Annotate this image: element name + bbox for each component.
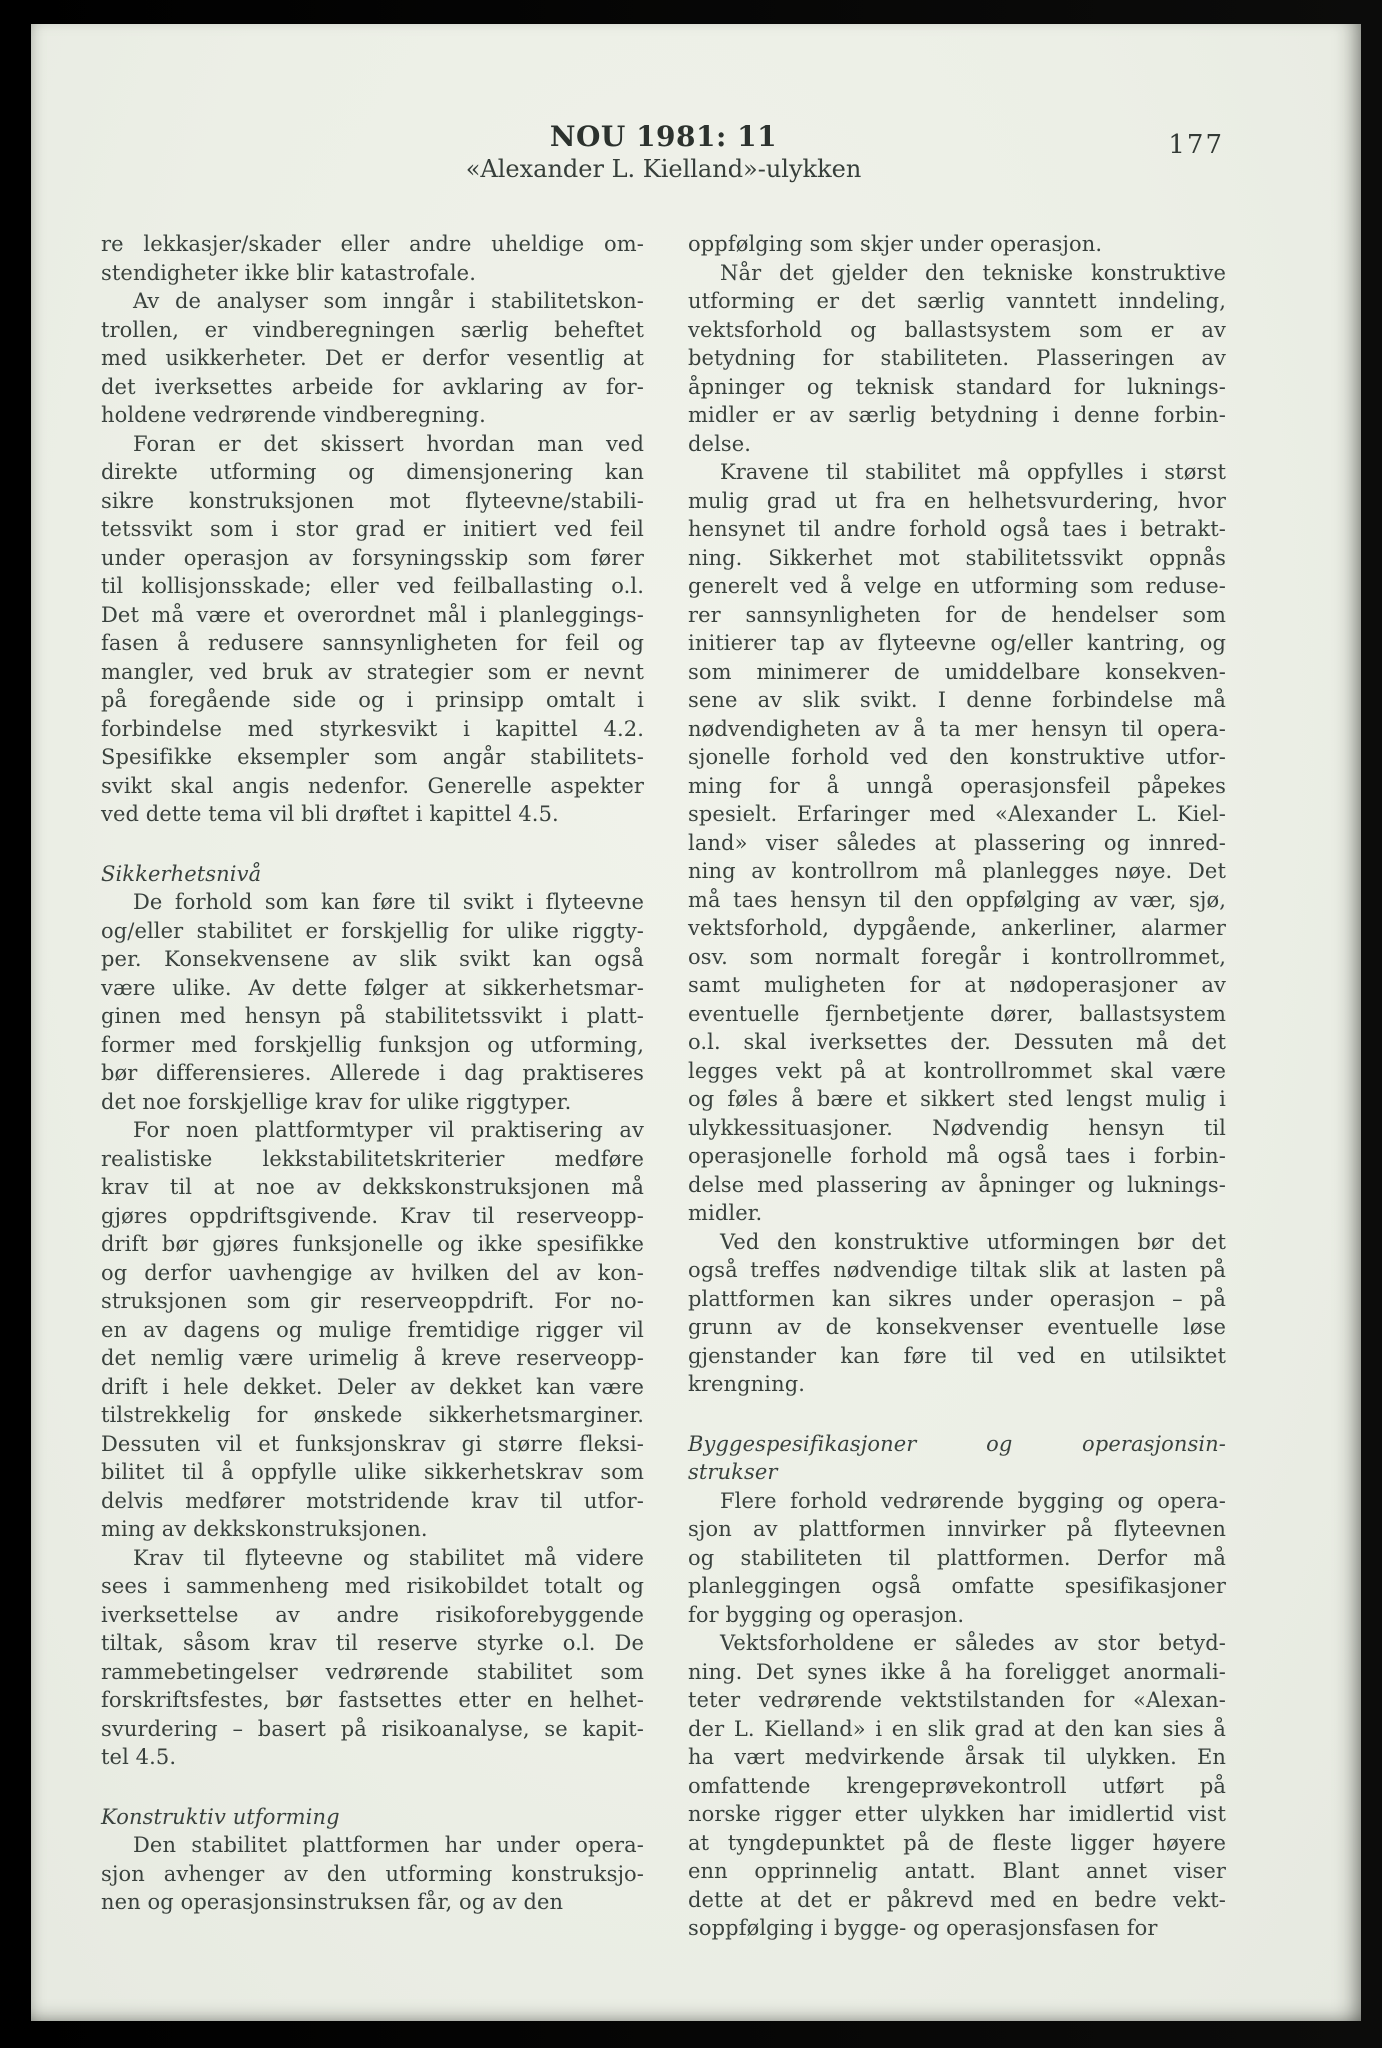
text-line: til kollisjonsskade; eller ved feilballasting o.l.: [101, 574, 644, 598]
section-heading: [101, 860, 644, 889]
text-line: sjon avhenger av den utforming konstruksjo-: [101, 1861, 644, 1886]
text-line: initierer tap av flyteevne og/eller kantring, og: [688, 631, 1226, 655]
text-line: nen og operasjonsinstruksen får, og av den: [101, 1890, 564, 1914]
text-line: ha vært medvirkende årsak til ulykken. En: [688, 1745, 1226, 1769]
right-column: [688, 230, 1226, 1943]
text-line: sjonelle forhold ved den konstruktive utfor-: [688, 745, 1226, 769]
paragraph: [101, 430, 644, 829]
page-header: [101, 122, 1226, 184]
text-line: mulig grad ut fra en helhetsvurdering, hvor: [688, 488, 1226, 513]
text-line: Det må være et overordnet mål i planleggings-: [101, 602, 644, 627]
text-line: re lekkasjer/skader eller andre uheldige om-: [101, 232, 644, 256]
text-line: fasen å redusere sannsynligheten for feil og: [101, 631, 644, 655]
text-line: tilstrekkelig for ønskede sikkerhetsmarginer.: [101, 1403, 644, 1427]
text-line: direkte utforming og dimensjonering kan: [101, 460, 644, 484]
text-line: Når det gjelder den tekniske konstruktive: [720, 260, 1226, 285]
text-line: svikt skal angis nedenfor. Generelle aspekter: [101, 773, 644, 798]
text-line: det iverksettes arbeide for avklaring av for-: [101, 374, 644, 399]
text-line: planleggingen også omfatte spesifikasjoner: [688, 1574, 1226, 1598]
text-line: sees i sammenheng med risikobildet totalt og: [101, 1574, 644, 1598]
paragraph: [688, 230, 1226, 259]
text-line: sjon av plattformen innvirker på flyteevnen: [688, 1517, 1226, 1541]
text-line: omfattende krengeprøvekontroll utført på: [688, 1773, 1226, 1798]
text-line: legges vekt på at kontrollrommet skal være: [688, 1058, 1226, 1083]
text-line: ning. Sikkerhet mot stabilitetssvikt oppnås: [688, 545, 1226, 570]
report-title: «Alexander L. Kielland»-ulykken: [465, 155, 862, 183]
text-line: der L. Kielland» i en slik grad at den kan sies å: [688, 1716, 1226, 1741]
text-line: struksjonen som gir reserveoppdrift. For no-: [101, 1289, 644, 1313]
paragraph: [101, 1544, 644, 1772]
text-line: De forhold som kan føre til svikt i flyteevne: [133, 890, 644, 914]
text-line: midler.: [688, 1201, 763, 1225]
text-line: land» viser således at plassering og innred-: [688, 830, 1226, 855]
text-line: og derfor uavhengige av hvilken del av kon-: [101, 1260, 644, 1285]
text-line: osv. som normalt foregår i kontrollrommet,: [688, 944, 1226, 969]
text-line: Ved den konstruktive utformingen bør det: [720, 1229, 1226, 1254]
text-line: ulykkessituasjoner. Nødvendig hensyn til: [688, 1115, 1226, 1140]
text-line: for bygging og operasjon.: [688, 1602, 965, 1627]
text-line: sikre konstruksjonen mot flyteevne/stabili-: [101, 488, 644, 513]
text-line: per. Konsekvensene av slik svikt kan også: [101, 947, 644, 971]
text-line: ning av kontrollrom må planlegges nøye. Det: [688, 859, 1226, 883]
text-line: og føles å bære et sikkert sted lengst mulig i: [688, 1087, 1226, 1111]
text-line: Vektsforholdene er således av stor betyd-: [720, 1631, 1226, 1655]
paragraph: [688, 1487, 1226, 1630]
text-line: norske rigger etter ulykken har imidlertid vist: [688, 1802, 1226, 1826]
text-line: ming for å unngå operasjonsfeil påpekes: [688, 773, 1226, 798]
text-line: stendigheter ikke blir katastrofale.: [101, 260, 476, 285]
text-line: utforming er det særlig vanntett inndeling,: [688, 289, 1226, 313]
text-line: tetssvikt som i stor grad er initiert ved feil: [101, 517, 644, 541]
text-line: også treffes nødvendige tiltak slik at lasten på: [688, 1258, 1226, 1282]
text-line: gjenstander kan føre til ved en utilsiktet: [688, 1343, 1226, 1368]
text-line: dette at det er påkrevd med en bedre vekt-: [688, 1887, 1226, 1912]
text-line: teter vedrørende vektstilstanden for «Alexan-: [688, 1688, 1226, 1712]
text-line: delse.: [688, 431, 752, 456]
text-line: Flere forhold vedrørende bygging og opera-: [720, 1488, 1226, 1513]
text-line: det nemlig være urimelig å kreve reserveopp-: [101, 1346, 644, 1370]
paragraph: [688, 259, 1226, 459]
text-line: generelt ved å velge en utforming som reduse-: [688, 574, 1226, 598]
text-line: tiltak, såsom krav til reserve styrke o.l. De: [101, 1631, 644, 1655]
text-line: drift bør gjøres funksjonelle og ikke spesifikke: [101, 1232, 644, 1256]
text-line: på foregående side og i prinsipp omtalt i: [101, 688, 644, 712]
paragraph: [688, 1228, 1226, 1399]
text-line: tel 4.5.: [101, 1745, 177, 1769]
text-line: Krav til flyteevne og stabilitet må videre: [133, 1545, 644, 1570]
text-line: rer sannsynligheten for de hendelser som: [688, 602, 1226, 627]
text-line: midler er av særlig betydning i denne forbin-: [688, 403, 1226, 427]
text-line: Den stabilitet plattformen har under opera-: [133, 1833, 644, 1857]
text-line: rammebetingelser vedrørende stabilitet som: [101, 1659, 644, 1684]
paragraph: [101, 1831, 644, 1917]
text-line: sene av slik svikt. I denne forbindelse må: [688, 688, 1226, 712]
text-line: ved dette tema vil bli drøftet i kapittel 4.5.: [101, 802, 559, 826]
text-line: o.l. skal iverksettes der. Dessuten må det: [688, 1030, 1226, 1054]
text-line: være ulike. Av dette følger at sikkerhetsmar-: [101, 975, 644, 1000]
text-line: iverksettelse av andre risikoforebyggende: [101, 1602, 644, 1627]
text-line: forskriftsfestes, bør fastsettes etter en helhet-: [101, 1688, 644, 1712]
text-line: delse med plassering av åpninger og luknings-: [688, 1172, 1226, 1197]
text-line: trollen, er vindberegningen særlig beheftet: [101, 317, 644, 342]
text-line: ginen med hensyn på stabilitetssvikt i platt-: [101, 1004, 644, 1028]
text-line: delvis medfører motstridende krav til utfor-: [101, 1488, 644, 1513]
text-line: drift i hele dekket. Deler av dekket kan være: [101, 1374, 644, 1399]
text-line: nødvendigheten av å ta mer hensyn til opera-: [688, 716, 1226, 741]
heading-line: Konstruktiv utforming: [101, 1804, 340, 1829]
page-number: 177: [1168, 130, 1224, 160]
heading-line: Byggespesifikasjoner og operasjonsin-: [688, 1431, 1226, 1456]
text-line: grunn av de konsekvenser eventuelle løse: [688, 1315, 1226, 1339]
paragraph: [101, 888, 644, 1116]
text-line: som minimerer de umiddelbare konsekven-: [688, 659, 1226, 684]
text-line: Spesifikke eksempler som angår stabilitets-: [101, 745, 644, 769]
text-line: hensynet til andre forhold også taes i betrakt-: [688, 517, 1226, 541]
text-line: eventuelle fjernbetjente dører, ballastsystem: [688, 1001, 1226, 1026]
text-line: bør differensieres. Allerede i dag praktiseres: [101, 1061, 644, 1085]
text-line: svurdering – basert på risikoanalyse, se kapit-: [101, 1716, 644, 1741]
text-line: ning. Det synes ikke å ha foreligget anormali-: [688, 1659, 1226, 1684]
text-line: mangler, ved bruk av strategier som er nevnt: [101, 659, 644, 684]
section-heading: [688, 1430, 1226, 1487]
paragraph: [101, 287, 644, 430]
text-line: og stabiliteten til plattformen. Derfor må: [688, 1545, 1226, 1570]
text-line: holdene vedrørende vindberegning.: [101, 403, 486, 427]
paragraph: [688, 1629, 1226, 1943]
text-line: soppfølging i bygge- og operasjonsfasen for: [688, 1916, 1158, 1940]
text-line: og/eller stabilitet er forskjellig for ulike riggty-: [101, 918, 644, 943]
text-columns: [101, 230, 1226, 1943]
text-line: det noe forskjellige krav for ulike riggtyper.: [101, 1089, 572, 1114]
heading-line: Sikkerhetsnivå: [101, 861, 262, 886]
section-heading: [101, 1803, 644, 1832]
text-line: former med forskjellig funksjon og utforming,: [101, 1032, 644, 1057]
text-line: Kravene til stabilitet må oppfylles i størst: [720, 460, 1226, 484]
text-line: åpninger og teknisk standard for luknings-: [688, 374, 1226, 399]
paragraph: [101, 230, 644, 287]
paragraph: [688, 458, 1226, 1228]
paragraph: [101, 1116, 644, 1544]
text-line: realistiske lekkstabilitetskriterier medføre: [101, 1146, 644, 1171]
document-page: [31, 24, 1361, 2021]
text-line: Foran er det skissert hvordan man ved: [133, 431, 644, 456]
text-line: betydning for stabiliteten. Plasseringen av: [688, 346, 1226, 370]
text-line: ming av dekkskonstruksjonen.: [101, 1517, 428, 1541]
text-line: krav til at noe av dekkskonstruksjonen må: [101, 1175, 644, 1199]
text-line: gjøres oppdriftsgivende. Krav til reserveopp-: [101, 1203, 644, 1228]
left-column: [101, 230, 644, 1943]
text-line: forbindelse med styrkesvikt i kapittel 4.2.: [101, 716, 644, 741]
text-line: samt muligheten for at nødoperasjoner av: [688, 973, 1226, 997]
text-line: enn opprinnelig antatt. Blant annet viser: [688, 1859, 1226, 1883]
text-line: plattformen kan sikres under operasjon – på: [688, 1286, 1226, 1311]
text-line: bilitet til å oppfylle ulike sikkerhetskrav som: [101, 1460, 644, 1484]
text-line: må taes hensyn til den oppfølging av vær, sjø,: [688, 887, 1226, 912]
text-line: krengning.: [688, 1372, 806, 1396]
text-line: Av de analyser som inngår i stabilitetskon-: [133, 289, 644, 313]
report-id: NOU 1981: 11: [549, 120, 778, 153]
text-line: en av dagens og mulige fremtidige rigger vil: [101, 1317, 644, 1342]
text-line: vektsforhold, dypgående, ankerliner, alarmer: [688, 916, 1226, 940]
text-line: operasjonelle forhold må også taes i forbin-: [688, 1144, 1226, 1168]
text-line: spesielt. Erfaringer med «Alexander L. Kiel-: [688, 802, 1226, 826]
text-line: under operasjon av forsyningsskip som fører: [101, 545, 644, 570]
heading-line: strukser: [688, 1460, 778, 1484]
text-line: Dessuten vil et funksjonskrav gi større fleksi-: [101, 1431, 644, 1456]
text-line: vektsforhold og ballastsystem som er av: [688, 317, 1226, 342]
text-line: at tyngdepunktet på de fleste ligger høyere: [688, 1830, 1226, 1855]
text-line: oppfølging som skjer under operasjon.: [688, 232, 1103, 256]
text-line: For noen plattformtyper vil praktisering av: [133, 1118, 644, 1142]
text-line: med usikkerheter. Det er derfor vesentlig at: [101, 346, 644, 370]
